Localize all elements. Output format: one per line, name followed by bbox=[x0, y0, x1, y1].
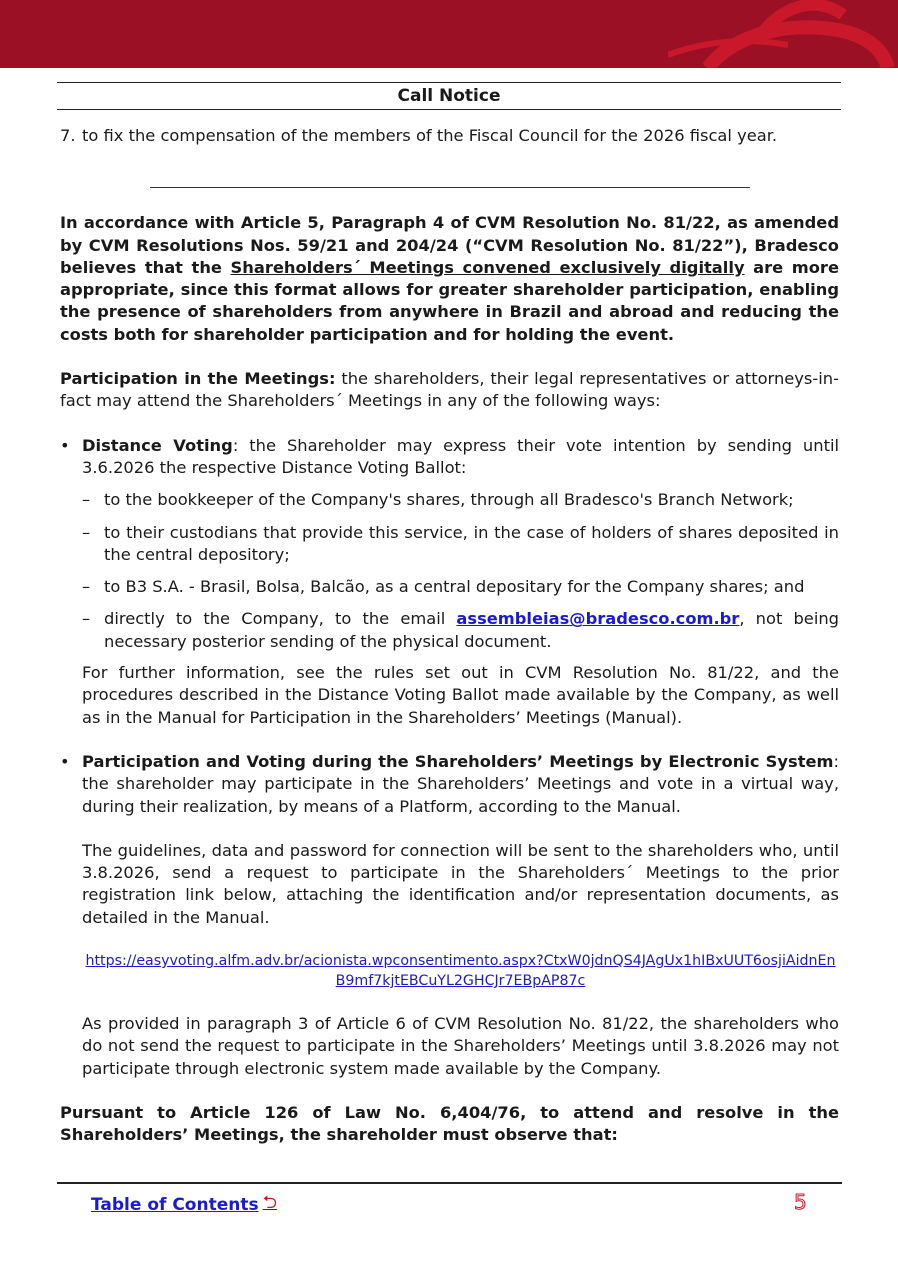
distance-voting-bullet bbox=[60, 435, 839, 480]
list-item bbox=[60, 522, 839, 567]
intro-text-end: are more appropriate, since this format allows for greater shareholder participation, enabling the presence of shareholders from anywhere in Brazil and abroad and reducing the costs both for shareholder participation and for holding the event. bbox=[60, 257, 840, 344]
list-item-text: to the bookkeeper of the Company's shares, through all Bradesco's Branch Network; bbox=[104, 490, 794, 510]
intro-text: In accordance with Article 5, Paragraph 4 of CVM Resolution No. 81/22, as amended by CVM Resolutions Nos. 59/21 and 204/24 (“CVM Resolution No. 81/22”), Bradesco believes that the bbox=[60, 213, 839, 277]
dash-icon: – bbox=[82, 609, 91, 629]
guidelines-paragraph: The guidelines, data and password for connection will be sent to the shareholders who, until 3.8.2026, send a request to participate in the Shareholders´ Meetings to the prior registration link below, attaching the identification and/or representation documents, as detailed in the Manual. bbox=[82, 840, 839, 927]
header-banner bbox=[0, 0, 898, 68]
table-of-contents-link[interactable] bbox=[91, 1190, 277, 1220]
list-item-text: to B3 S.A. - Brasil, Bolsa, Balcão, as a central depositary for the Company shares; and bbox=[104, 577, 805, 597]
participation-text: the shareholders, their legal representatives or attorneys-in-fact may attend the Shareholders´ Meetings in any of the following ways: bbox=[60, 369, 839, 411]
intro-paragraph bbox=[60, 212, 839, 346]
brand-logo-icon bbox=[668, 0, 898, 68]
dash-icon: – bbox=[82, 490, 91, 510]
electronic-system-text: : the shareholder may participate in the Shareholders’ Meetings and vote in a virtual way, during their realization, by means of a Platform, according to the Manual. bbox=[82, 751, 839, 816]
intro-underlined: Shareholders´ Meetings convened exclusively digitally bbox=[230, 257, 745, 277]
footer-divider bbox=[57, 1182, 842, 1184]
list-item-text-end: , not being necessary posterior sending of the physical document. bbox=[104, 609, 840, 651]
list-item bbox=[60, 489, 839, 511]
toc-label[interactable]: Table of Contents bbox=[91, 1195, 259, 1215]
list-item-text: directly to the Company, to the email bbox=[104, 609, 457, 629]
separator-line bbox=[150, 187, 750, 188]
electronic-system-label: Participation and Voting during the Shareholders’ Meetings by Electronic System bbox=[82, 751, 834, 771]
page-number: 5 bbox=[794, 1190, 807, 1214]
list-item bbox=[60, 608, 839, 653]
distance-voting-text: : the Shareholder may express their vote intention by sending until 3.6.2026 the respective Distance Voting Ballot: bbox=[82, 435, 839, 477]
provided-paragraph: As provided in paragraph 3 of Article 6 of CVM Resolution No. 81/22, the shareholders who do not send the request to participate in the Shareholders’ Meetings until 3.8.2026 may not participate through electronic system made available by the Company. bbox=[82, 1014, 839, 1078]
participation-paragraph bbox=[60, 368, 839, 413]
electronic-system-bullet bbox=[60, 751, 839, 818]
agenda-item-7 bbox=[60, 125, 839, 147]
item-number: 7. bbox=[60, 126, 76, 145]
back-arrow-icon[interactable]: ⮌ bbox=[262, 1192, 277, 1213]
registration-link[interactable]: https://easyvoting.alfm.adv.br/acionista.wpconsentimento.aspx?CtxW0jdnQS4JAgUx1hIBxUUT6osjiAidnEnB9mf7kjtEBCuYL2GHCJr7EBpAP87c bbox=[85, 953, 836, 990]
page-title: Call Notice bbox=[57, 82, 841, 110]
list-item-text: to their custodians that provide this service, in the case of holders of shares deposited in the central depository; bbox=[104, 522, 839, 564]
pursuant-paragraph: Pursuant to Article 126 of Law No. 6,404/76, to attend and resolve in the Shareholders’ Meetings, the shareholder must observe that: bbox=[60, 1102, 839, 1145]
distance-voting-label: Distance Voting bbox=[82, 435, 233, 455]
bullet-icon: • bbox=[60, 751, 70, 771]
participation-label: Participation in the Meetings: bbox=[60, 369, 336, 389]
document-body bbox=[60, 125, 839, 1147]
further-info-paragraph: For further information, see the rules set out in CVM Resolution No. 81/22, and the procedures described in the Distance Voting Ballot made available by the Company, as well as in the Manual for Participation in the Shareholders’ Meetings (Manual). bbox=[82, 663, 839, 727]
item-text: to fix the compensation of the members of the Fiscal Council for the 2026 fiscal year. bbox=[82, 126, 778, 145]
dash-icon: – bbox=[82, 522, 91, 542]
bullet-icon: • bbox=[60, 435, 70, 455]
dash-icon: – bbox=[82, 577, 91, 597]
email-link[interactable]: assembleias@bradesco.com.br bbox=[456, 609, 740, 629]
list-item bbox=[60, 576, 839, 598]
